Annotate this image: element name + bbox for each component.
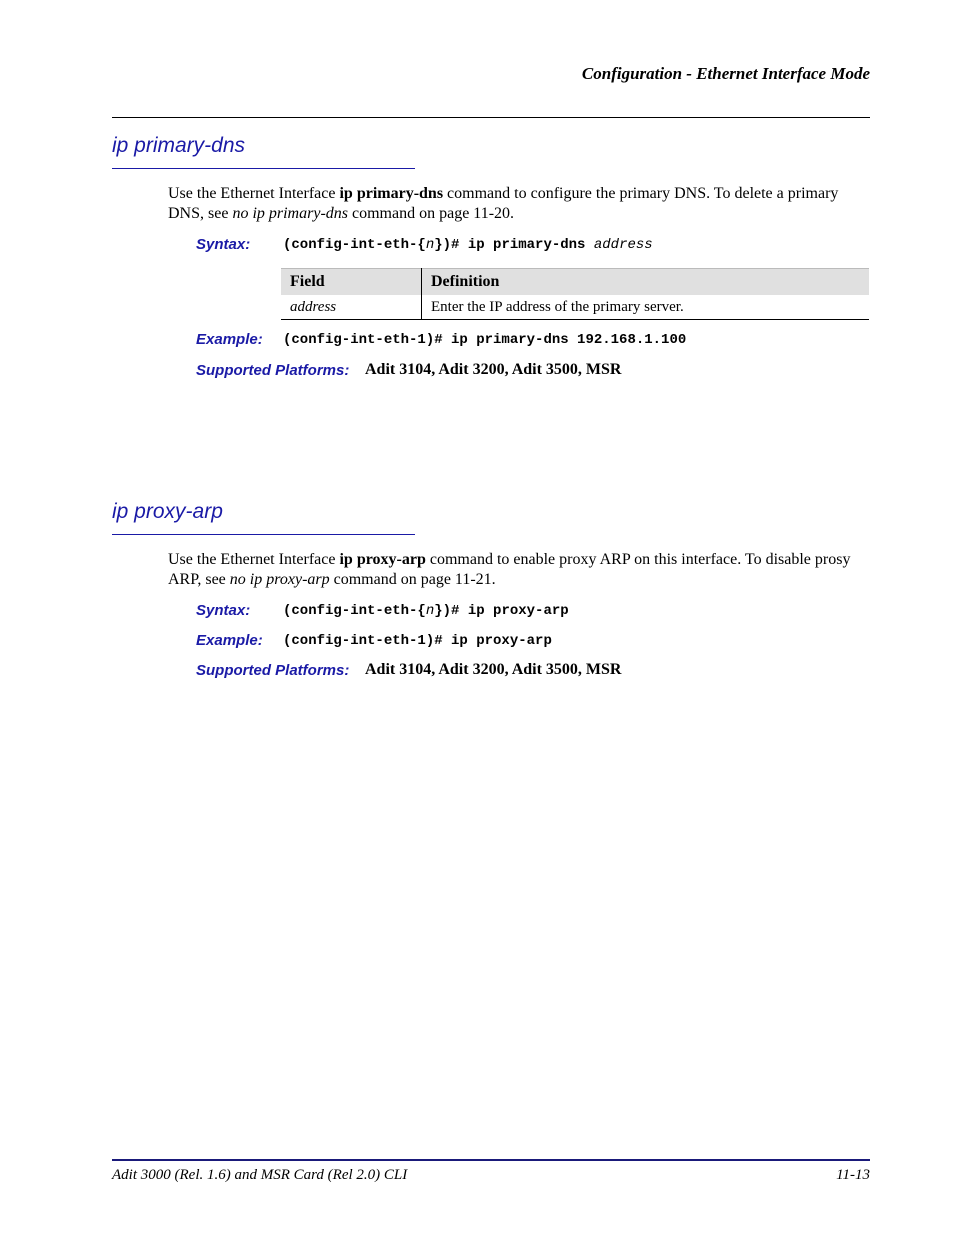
definition-cell: Enter the IP address of the primary server. [422,295,870,320]
syntax-command: (config-int-eth-{n})# ip primary-dns address [283,237,653,253]
syntax-label: Syntax: [196,236,251,253]
field-cell: address [281,295,422,320]
page-number: 11-13 [836,1167,870,1183]
example-label: Example: [196,331,263,348]
platforms-value: Adit 3104, Adit 3200, Adit 3500, MSR [365,361,622,378]
running-header: Configuration - Ethernet Interface Mode [581,64,870,83]
cross-reference: no ip proxy-arp [229,571,330,588]
platforms-label: Supported Platforms: [196,362,350,379]
section-description: Use the Ethernet Interface ip proxy-arp command to enable proxy ARP on this interface. To disable prosy ARP, see no ip proxy-arp command on page 11-21. [168,551,851,588]
section-heading-rule [112,534,415,535]
syntax-label: Syntax: [196,602,251,619]
column-header-definition: Definition [422,269,870,296]
section-description: Use the Ethernet Interface ip primary-dns command to configure the primary DNS. To delete a primary DNS, see no ip primary-dns command on page 11-20. [168,185,839,222]
table-header-row [281,269,869,296]
syntax-command: (config-int-eth-{n})# ip proxy-arp [283,603,569,619]
command-name: ip proxy-arp [339,551,426,568]
table-row [281,295,869,320]
footer-rule [112,1159,870,1161]
header-rule [112,117,870,118]
section-heading-rule [112,168,415,169]
cross-reference: no ip primary-dns [232,205,348,222]
command-name: ip primary-dns [339,185,444,202]
section-heading-proxy-arp: ip proxy-arp [112,500,223,523]
field-definition-table [281,268,869,320]
platforms-value: Adit 3104, Adit 3200, Adit 3500, MSR [365,661,622,678]
footer-document-title: Adit 3000 (Rel. 1.6) and MSR Card (Rel 2.0) CLI [112,1167,408,1183]
example-command: (config-int-eth-1)# ip primary-dns 192.168.1.100 [283,332,687,348]
section-heading-primary-dns: ip primary-dns [112,134,246,157]
example-command: (config-int-eth-1)# ip proxy-arp [283,633,552,649]
platforms-label: Supported Platforms: [196,662,350,679]
column-header-field: Field [281,269,422,296]
example-label: Example: [196,632,263,649]
